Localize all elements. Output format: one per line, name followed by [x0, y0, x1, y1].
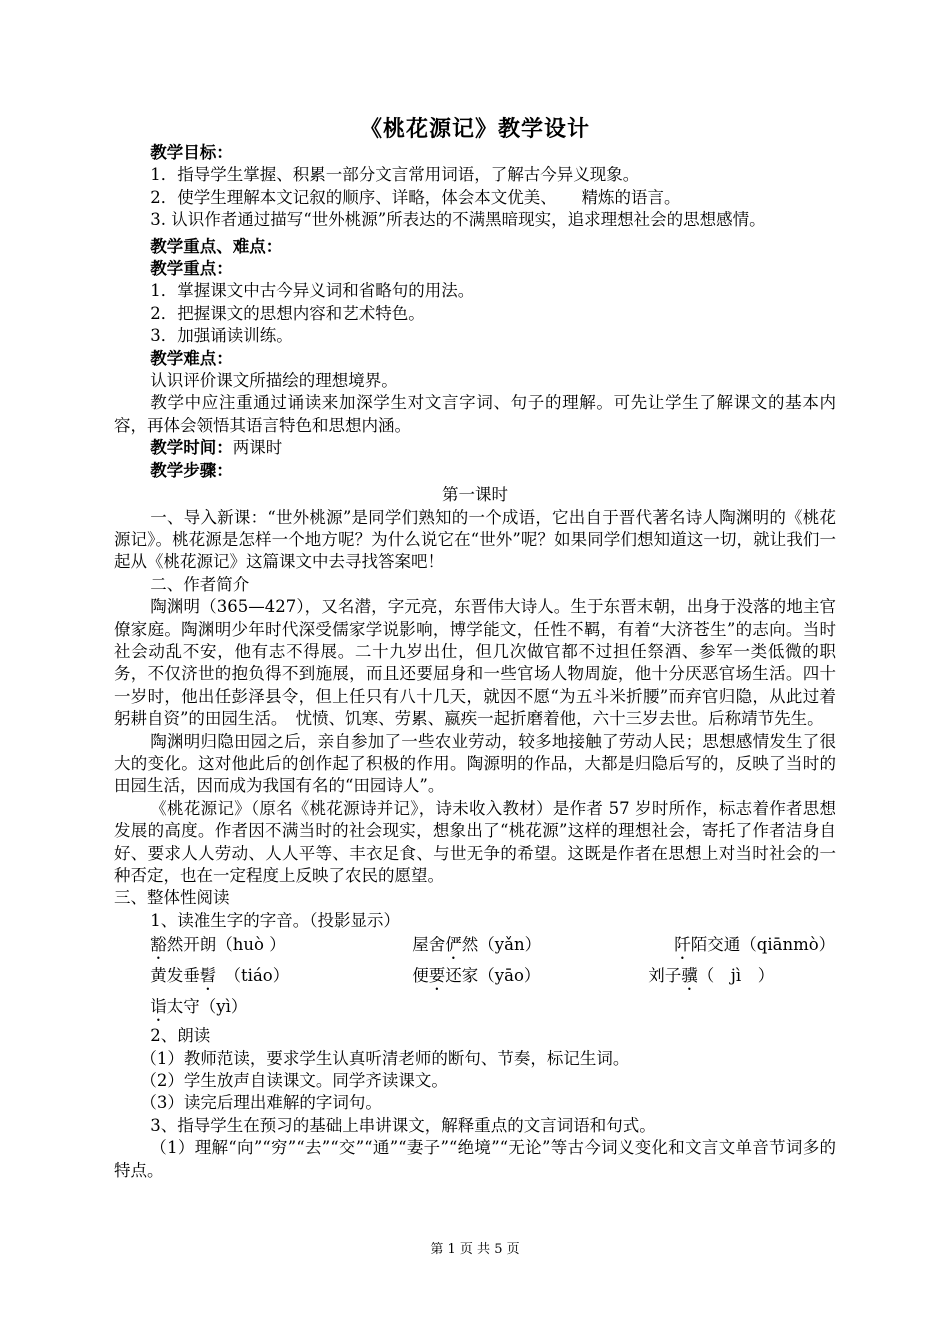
pronunciation-row	[114, 932, 836, 963]
read-aloud-heading: 2、朗读	[150, 1026, 211, 1046]
key-points-heading: 教学重点：	[150, 259, 233, 279]
guide-heading: 3、指导学生在预习的基础上串讲课文，解释重点的文言词语和句式。	[150, 1115, 656, 1135]
pronunciation-item: 屋舍俨然（yǎn）	[412, 935, 542, 955]
objective-item: 3. 认识作者通过描写“世外桃源”所表达的不满黑暗现实，追求理想社会的思想感情。	[150, 210, 766, 230]
author-paragraph: 《桃花源记》（原名《桃花源诗并记》，诗未收入教材）是作者 57 岁时所作，标志着作者思想发展的高度。作者因不满当时的社会现实，想象出了“桃花源”这样的理想社会，寄托了作者洁身自好、要求人人劳动、人人平等、丰衣足食、与世无争的希望。这既是作者在思想上对当时社会的一种否定，也在一定程度上反映了农民的愿望。	[114, 798, 836, 885]
key-point-item: 2．把握课文的思想内容和艺术特色。	[150, 303, 425, 323]
key-difficult-heading: 教学重点、难点：	[150, 236, 283, 256]
teaching-time-value: 两课时	[232, 438, 283, 458]
teaching-time-label: 教学时间：	[150, 438, 233, 458]
objective-item: 2．使学生理解本文记叙的顺序、详略，体会本文优美、 精炼的语言。	[150, 187, 681, 207]
pronunciation-row	[114, 963, 836, 994]
objective-item: 1．指导学生掌握、积累一部分文言常用词语，了解古今异义现象。	[150, 165, 640, 185]
difficult-points-heading: 教学难点：	[150, 348, 233, 368]
read-aloud-item: （3）读完后理出难解的字词句。	[140, 1093, 382, 1113]
key-point-item: 1．掌握课文中古今异义词和省略句的用法。	[150, 281, 475, 301]
author-heading: 二、作者简介	[150, 574, 250, 594]
read-aloud-item: （1）教师范读，要求学生认真听清老师的断句、节奏，标记生词。	[140, 1048, 630, 1068]
pronunciation-item: 诣太守（yì）	[150, 997, 248, 1017]
pronunciation-heading: 1、读准生字的字音。（投影显示）	[150, 910, 401, 930]
pronunciation-item: 豁然开朗（huò ）	[150, 935, 286, 955]
key-point-item: 3．加强诵读训练。	[150, 326, 293, 346]
pronunciation-item: 阡陌交通（qiānmò）	[674, 935, 836, 955]
page-footer: 第 1 页 共 5 页	[430, 1242, 520, 1257]
document-body	[114, 142, 836, 1182]
teaching-advice: 教学中应注重通过诵读来加深学生对文言字词、句子的理解。可先让学生了解课文的基本内容，再体会领悟其语言特色和思想内涵。	[114, 393, 836, 435]
reading-heading: 三、整体性阅读	[114, 888, 230, 908]
steps-heading: 教学步骤：	[150, 460, 233, 480]
pronunciation-row	[114, 994, 836, 1025]
pronunciation-item: 黄发垂髫 （tiáo）	[150, 966, 290, 986]
teaching-time	[114, 437, 836, 459]
lesson-title: 第一课时	[442, 485, 508, 505]
pronunciation-item: 刘子骥（ jì ）	[648, 966, 775, 986]
pronunciation-item: 便要还家（yāo）	[412, 966, 541, 986]
objectives-heading: 教学目标：	[150, 143, 233, 162]
read-aloud-item: （2）学生放声自读课文。同学齐读课文。	[140, 1071, 448, 1091]
document-title: 《桃花源记》教学设计	[359, 116, 590, 142]
author-paragraph: 陶渊明归隐田园之后，亲自参加了一些农业劳动，较多地接触了劳动人民；思想感情发生了很大的变化。这对他此后的创作起了积极的作用。陶源明的作品，大都是归隐后写的，反映了当时的田园生活，因而成为我国有名的“田园诗人”。	[114, 731, 836, 796]
guide-subitem: （1）理解“向”“穷”“去”“交”“通”“妻子”“绝境”“无论”等古今词义变化和文言文单音节词多的特点。	[114, 1138, 836, 1180]
intro-paragraph: 一、导入新课：“世外桃源”是同学们熟知的一个成语，它出自于晋代著名诗人陶渊明的《桃花源记》。桃花源是怎样一个地方呢？为什么说它在“世外”呢？如果同学们想知道这一切，就让我们一起从《桃花源记》这篇课文中去寻找答案吧！	[114, 507, 836, 572]
author-paragraph: 陶渊明（365—427），又名潜，字元亮，东晋伟大诗人。生于东晋末朝，出身于没落的地主官僚家庭。陶渊明少年时代深受儒家学说影响，博学能文，任性不羁，有着“大济苍生”的志向。当时社会动乱不安，他有志不得展。二十九岁出仕，但几次做官都不过担任祭酒、参军一类低微的职务，不仅济世的抱负得不到施展，而且还要屈身和一些官场人物周旋，他十分厌恶官场生活。四十一岁时，他出任彭泽县令，但上任只有八十几天，就因不愿“为五斗米折腰”而弃官归隐，从此过着躬耕自资”的田园生活。 忧愤、饥寒、劳累、嬴疾一起折磨着他，六十三岁去世。后称靖节先生。	[114, 597, 836, 729]
difficult-points-text: 认识评价课文所描绘的理想境界。	[150, 371, 398, 391]
